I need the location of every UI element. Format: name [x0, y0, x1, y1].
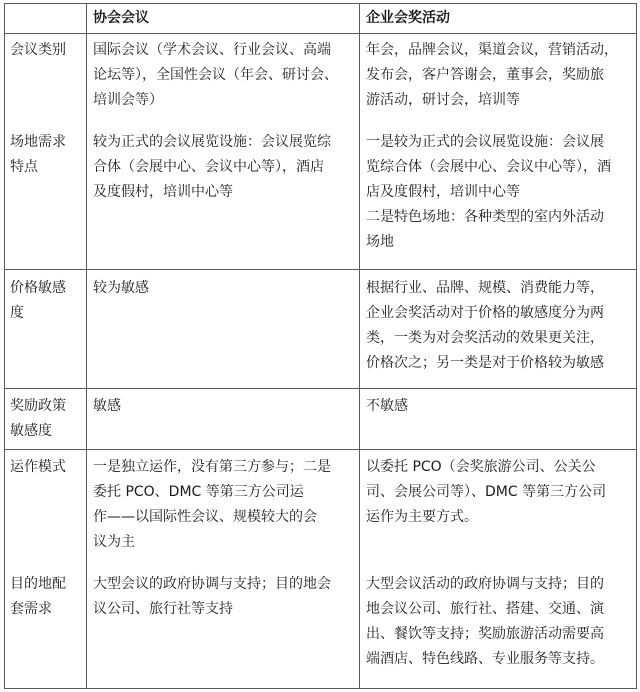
corp-cell: 根据行业、品牌、规模、消费能力等， 企业会奖活动对于价格的敏感度分为两 类，一类为对会奖活动的效果更关注， 价格次之；另一类是对于价格较为敏感 — [366, 280, 604, 371]
row-label: 目的地配 套需求 — [10, 576, 66, 617]
table-border-right — [636, 3, 637, 689]
table-border-left — [4, 3, 5, 689]
row-divider — [4, 269, 637, 270]
corp-cell: 大型会议活动的政府协调与支持；目的 地会议公司、旅行社、搭建、交通、演 出、餐饮等支持；奖励旅游活动需要高 端酒店、特色线路、专业服务等支持。 — [366, 576, 604, 667]
header-assoc: 协会会议 — [93, 10, 149, 26]
corp-cell: 年会，品牌会议，渠道会议，营销活动， 发布会，客户答谢会，董事会，奖励旅 游活动，研讨会，培训等 — [366, 42, 618, 108]
column-divider — [359, 3, 360, 689]
header-corp: 企业会奖活动 — [366, 10, 450, 26]
table-border-bottom — [4, 688, 637, 689]
assoc-cell: 较为正式的会议展览设施：会议展览综 合体（会展中心、会议中心等），酒店 及度假村，培训中心等 — [93, 134, 331, 200]
row-divider — [4, 388, 637, 389]
row-divider — [4, 449, 637, 450]
corp-cell: 以委托 PCO（会奖旅游公司、公关公 司、会展公司等）、DMC 等第三方公司 运作为主要方式。 — [366, 459, 607, 525]
assoc-cell: 一是独立运作，没有第三方参与；二是 委托 PCO、DMC 等第三方公司运 作——以国际性会议、规模较大的会 议为主 — [93, 459, 331, 550]
row-label: 奖励政策 敏感度 — [10, 398, 66, 439]
assoc-cell: 敏感 — [93, 398, 121, 414]
column-divider — [86, 3, 87, 689]
row-label: 价格敏感 度 — [10, 280, 66, 321]
corp-cell: 不敏感 — [366, 398, 408, 414]
row-label: 运作模式 — [10, 459, 66, 475]
assoc-cell: 国际会议（学术会议、行业会议、高端 论坛等），全国性会议（年会、研讨会、 培训会等） — [93, 42, 338, 108]
header-divider — [4, 33, 637, 34]
row-label: 场地需求 特点 — [10, 134, 66, 175]
row-label: 会议类别 — [10, 42, 66, 58]
assoc-cell: 较为敏感 — [93, 280, 149, 296]
corp-cell: 一是较为正式的会议展览设施：会议展 览综合体（会展中心、会议中心等），酒 店及度假村，培训中心等 二是特色场地：各种类型的室内外活动 场地 — [366, 134, 611, 250]
table-border-top — [4, 3, 637, 4]
assoc-cell: 大型会议的政府协调与支持；目的地会 议公司、旅行社等支持 — [93, 576, 331, 617]
